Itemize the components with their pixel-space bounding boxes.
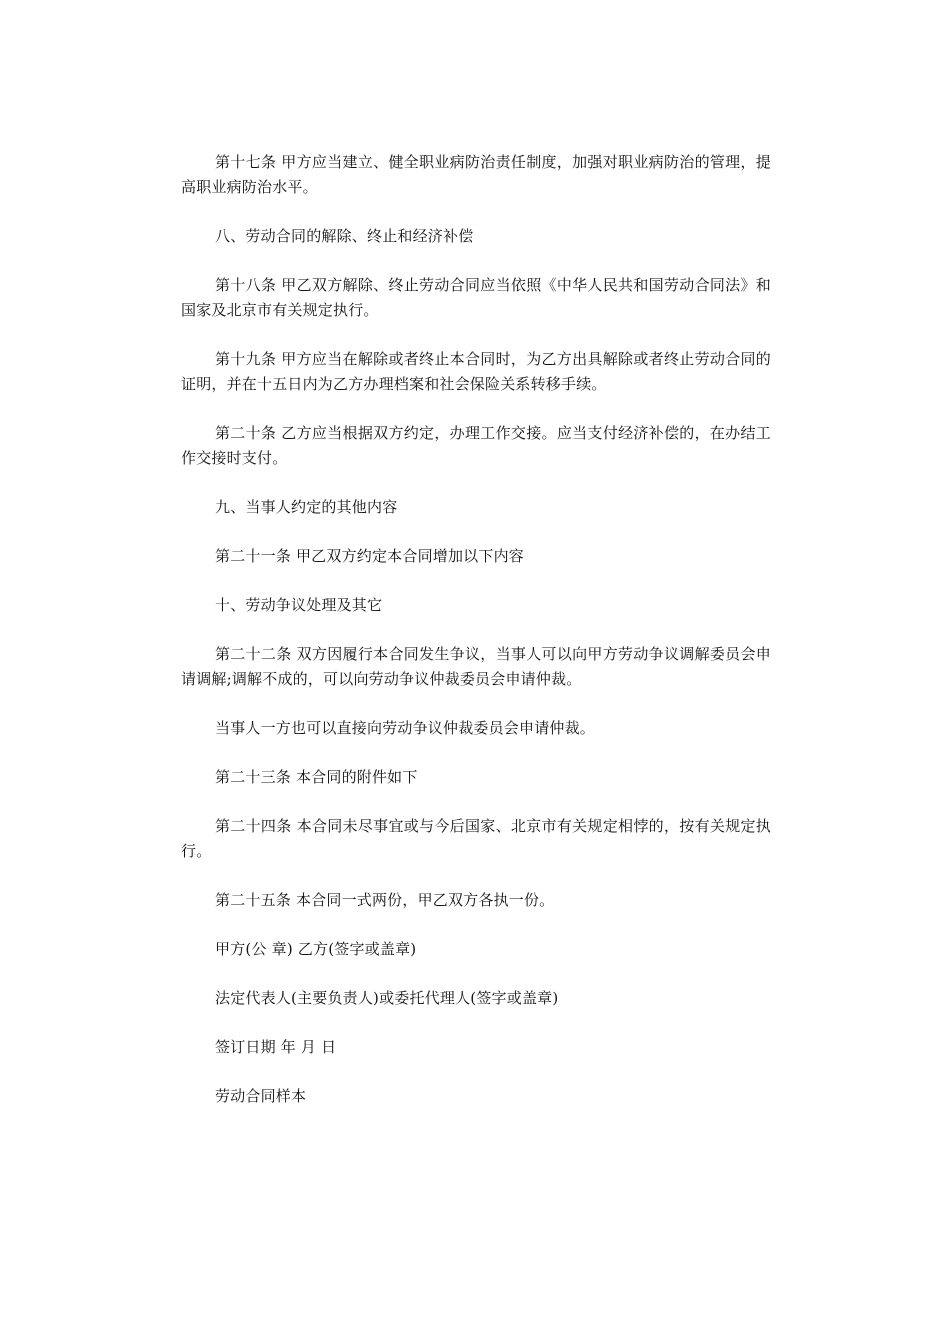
arbitration-note: 当事人一方也可以直接向劳动争议仲裁委员会申请仲裁。: [215, 719, 596, 737]
article-20: 第二十条 乙方应当根据双方约定，办理工作交接。应当支付经济补偿的，在办结工作交接时支付。: [181, 424, 771, 467]
article-24: 第二十四条 本合同未尽事宜或与今后国家、北京市有关规定相悖的，按有关规定执行。: [181, 817, 771, 860]
signing-date-line: 签订日期 年 月 日: [215, 1038, 337, 1056]
representative-signature-line: 法定代表人(主要负责人)或委托代理人(签字或盖章): [215, 989, 559, 1007]
article-18: 第十八条 甲乙双方解除、终止劳动合同应当依照《中华人民共和国劳动合同法》和国家及北京市有关规定执行。: [181, 276, 771, 319]
article-22: 第二十二条 双方因履行本合同发生争议，当事人可以向甲方劳动争议调解委员会申请调解;调解不成的，可以向劳动争议仲裁委员会申请仲裁。: [181, 645, 771, 688]
contract-sample-label: 劳动合同样本: [215, 1087, 307, 1105]
article-17: 第十七条 甲方应当建立、健全职业病防治责任制度，加强对职业病防治的管理，提高职业病防治水平。: [181, 153, 771, 196]
article-21: 第二十一条 甲乙双方约定本合同增加以下内容: [215, 547, 524, 565]
article-25: 第二十五条 本合同一式两份，甲乙双方各执一份。: [215, 891, 555, 909]
section-8-heading: 八、劳动合同的解除、终止和经济补偿: [215, 227, 474, 245]
section-10-heading: 十、劳动争议处理及其它: [215, 596, 383, 614]
article-23: 第二十三条 本合同的附件如下: [215, 768, 418, 786]
article-19: 第十九条 甲方应当在解除或者终止本合同时，为乙方出具解除或者终止劳动合同的证明，并在十五日内为乙方办理档案和社会保险关系转移手续。: [181, 350, 771, 393]
section-9-heading: 九、当事人约定的其他内容: [215, 498, 398, 516]
party-signature-line: 甲方(公 章) 乙方(签字或盖章): [215, 940, 417, 958]
document-body: [181, 150, 771, 1133]
